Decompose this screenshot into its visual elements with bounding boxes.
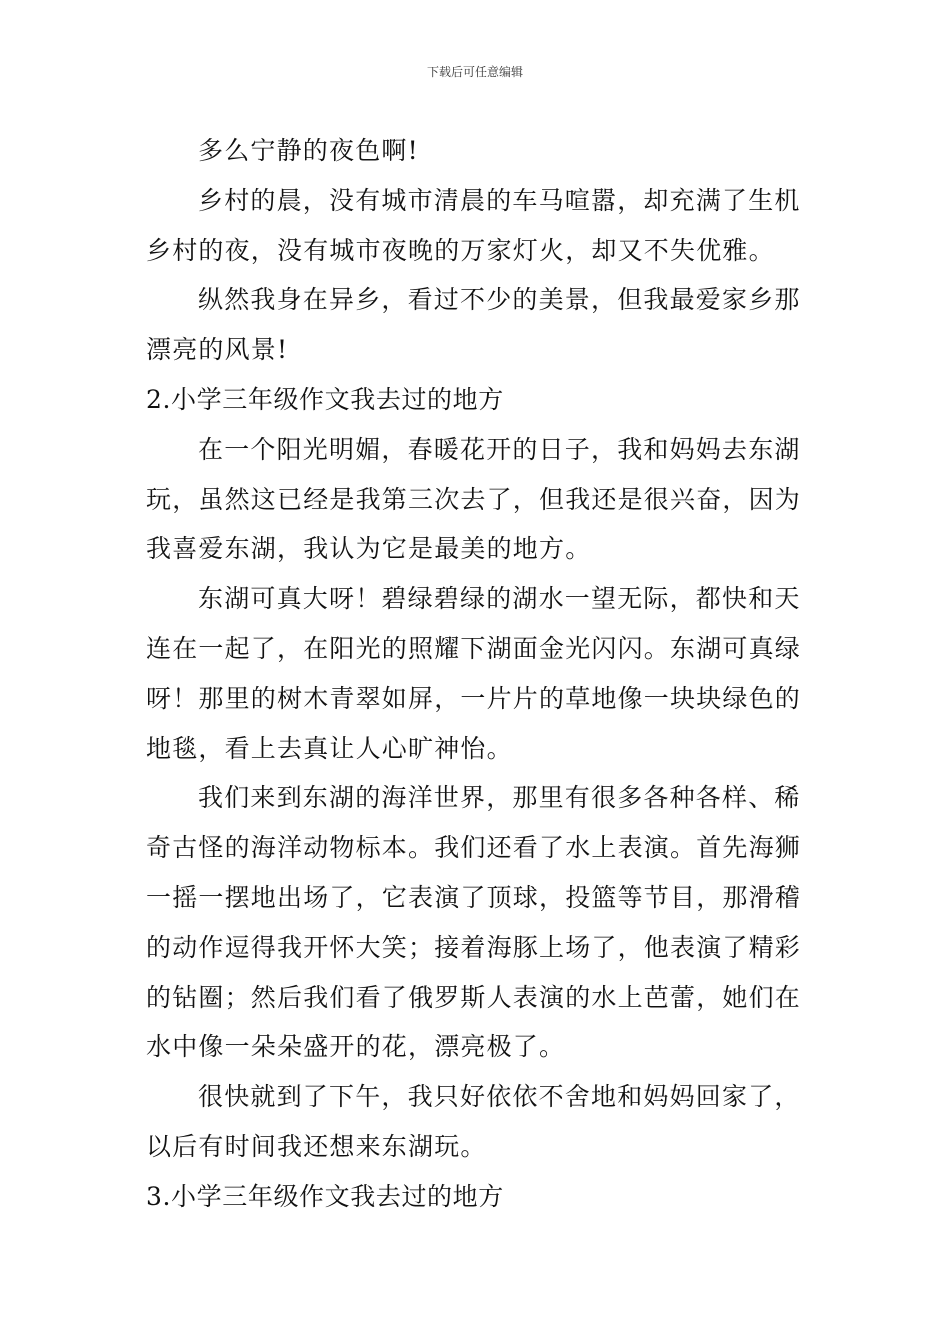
- paragraph-love-hometown: 纵然我身在异乡，看过不少的美景，但我最爱家乡那漂亮的风景!: [146, 285, 801, 365]
- paragraph-quiet-night: 多么宁静的夜色啊!: [198, 136, 419, 165]
- page-header-note: 下载后可任意编辑: [426, 65, 523, 79]
- paragraph-going-home: 很快就到了下午，我只好依依不舍地和妈妈回家了，以后有时间我还想来东湖玩。: [146, 1082, 801, 1161]
- document-body: [146, 126, 811, 1222]
- paragraph-sunny-day-east-lake: 在一个阳光明媚，春暖花开的日子，我和妈妈去东湖玩，虽然这已经是我第三次去了，但我还是很兴奋，因为我喜爱东湖，我认为它是最美的地方。: [146, 434, 802, 564]
- section-heading-2: 2.小学三年级作文我去过的地方: [146, 384, 504, 414]
- paragraph-ocean-world: 我们来到东湖的海洋世界，那里有很多各种各样、稀奇古怪的海洋动物标本。我们还看了水上表演。首先海狮一摇一摆地出场了，它表演了顶球，投篮等节目，那滑稽的动作逗得我开怀大笑；接着海豚上场了，他表演了精彩的钻圈；然后我们看了俄罗斯人表演的水上芭蕾，她们在水中像一朵朵盛开的花，漂亮极了。: [146, 783, 802, 1062]
- paragraph-east-lake-scenery: 东湖可真大呀！碧绿碧绿的湖水一望无际，都快和天连在一起了，在阳光的照耀下湖面金光闪闪。东湖可真绿呀！那里的树木青翠如屏，一片片的草地像一块块绿色的地毯，看上去真让人心旷神怡。: [146, 584, 802, 763]
- section-heading-3: 3.小学三年级作文我去过的地方: [146, 1181, 504, 1211]
- paragraph-village-morning-night: 乡村的晨，没有城市清晨的车马喧嚣，却充满了生机乡村的夜，没有城市夜晚的万家灯火，却又不失优雅。: [146, 185, 801, 265]
